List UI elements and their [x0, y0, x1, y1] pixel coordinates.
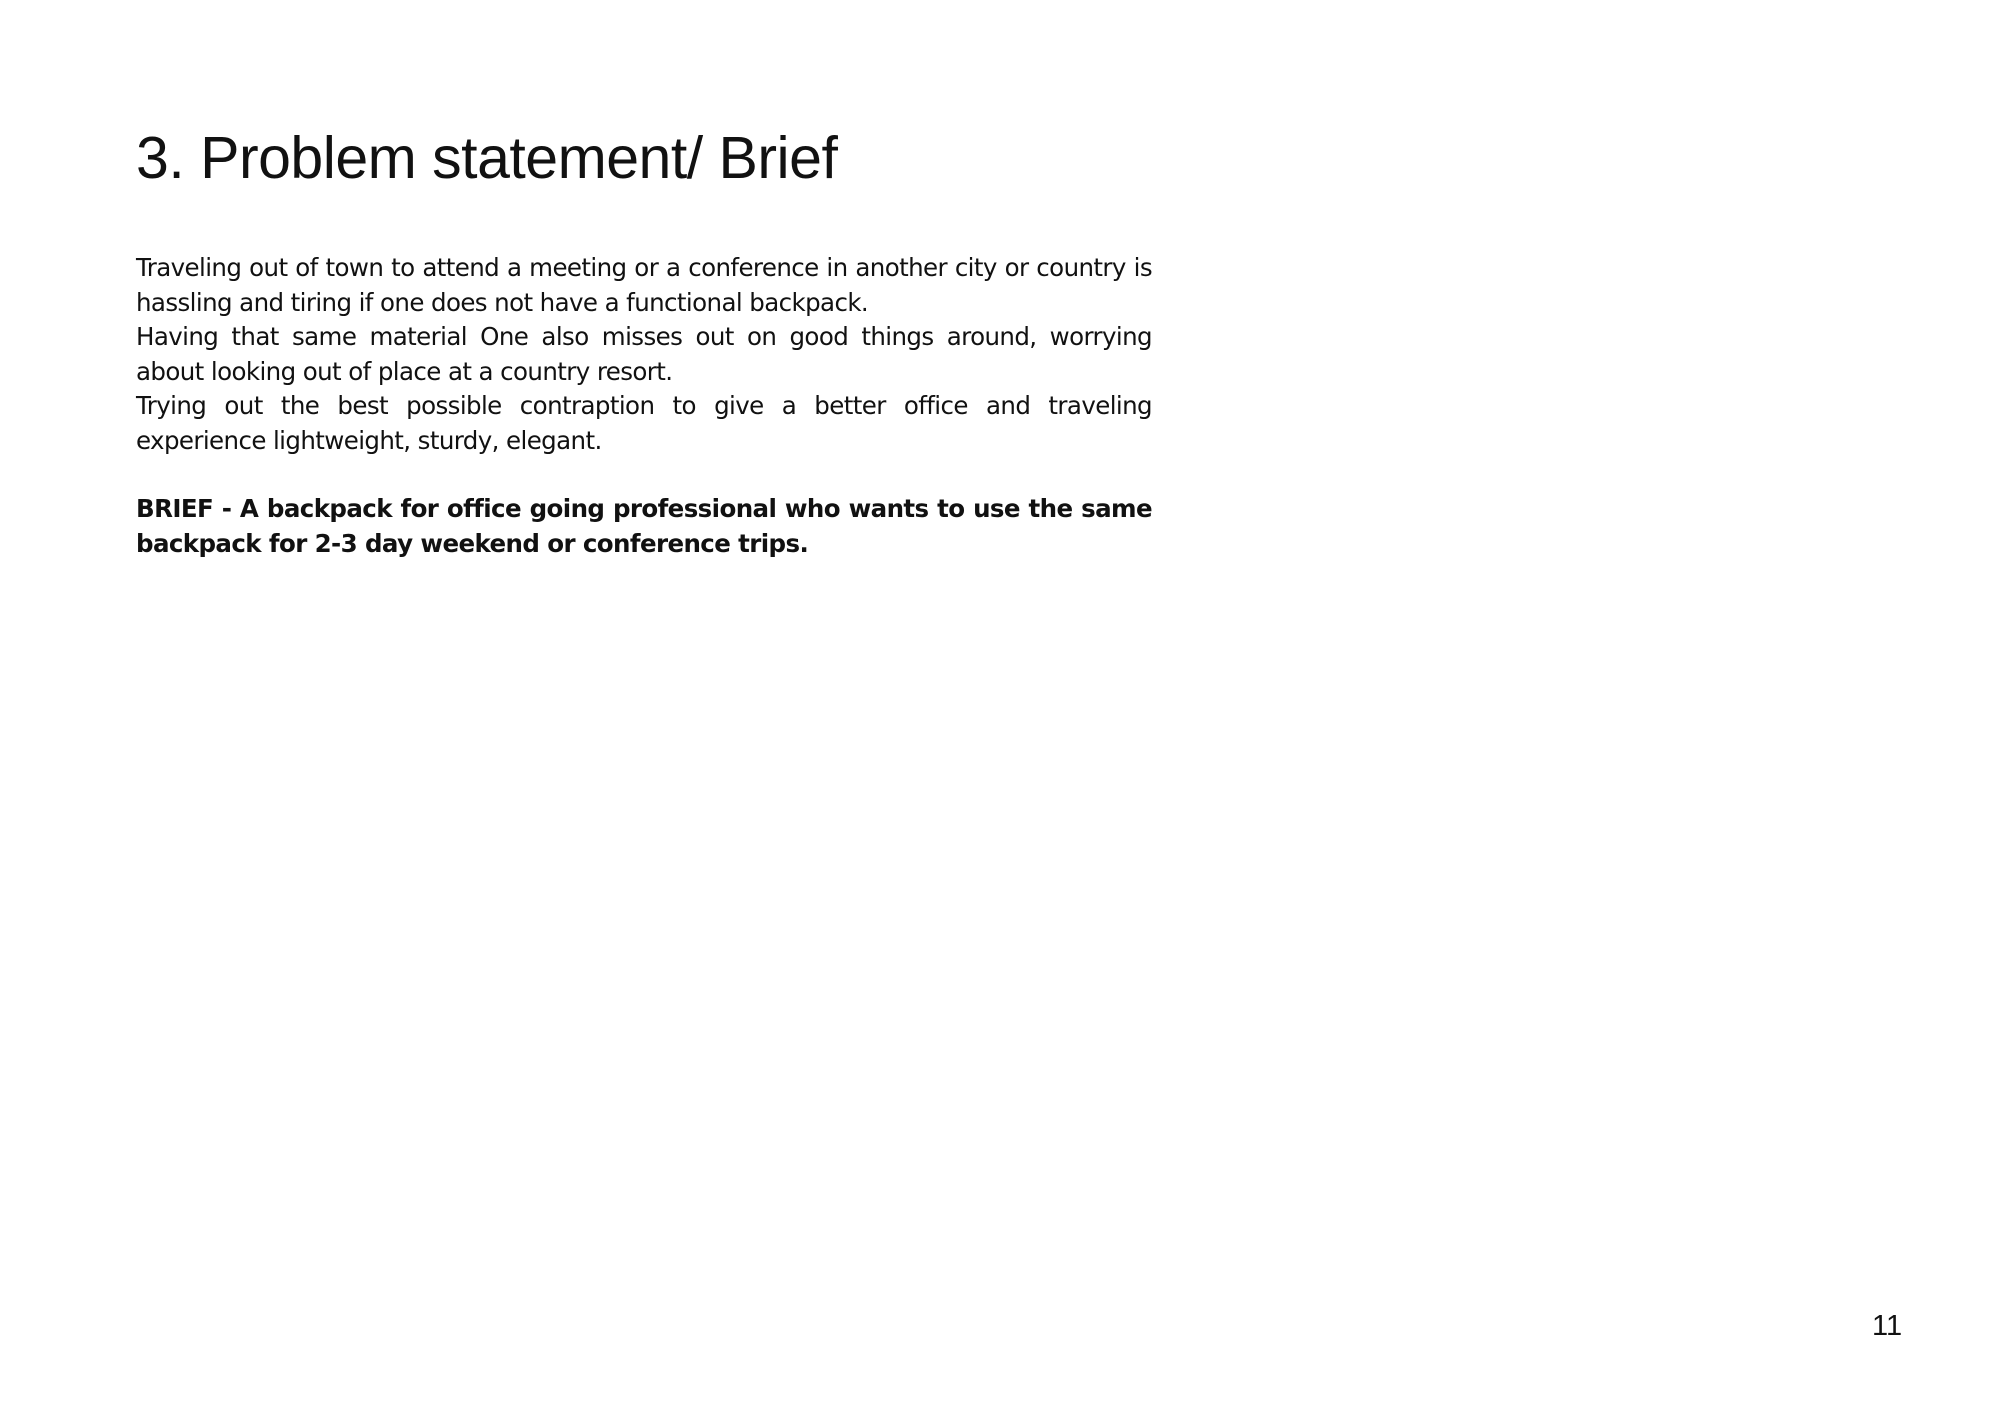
page-heading: 3. Problem statement/ Brief	[136, 125, 838, 191]
brief-statement: BRIEF - A backpack for office going professional who wants to use the same backpack for 2-3 day weekend or conference trips.	[136, 494, 1152, 558]
paragraph-material: Having that same material One also misses out on good things around, worrying about looking out of place at a country resort.	[136, 322, 1152, 386]
paragraph-contraption: Trying out the best possible contraption to give a better office and traveling experience lightweight, sturdy, elegant.	[136, 391, 1152, 455]
body-text	[136, 251, 1152, 561]
paragraph-travel: Traveling out of town to attend a meeting or a conference in another city or country is hassling and tiring if one does not have a functional backpack.	[136, 253, 1152, 317]
page-number: 11	[1872, 1310, 1903, 1342]
